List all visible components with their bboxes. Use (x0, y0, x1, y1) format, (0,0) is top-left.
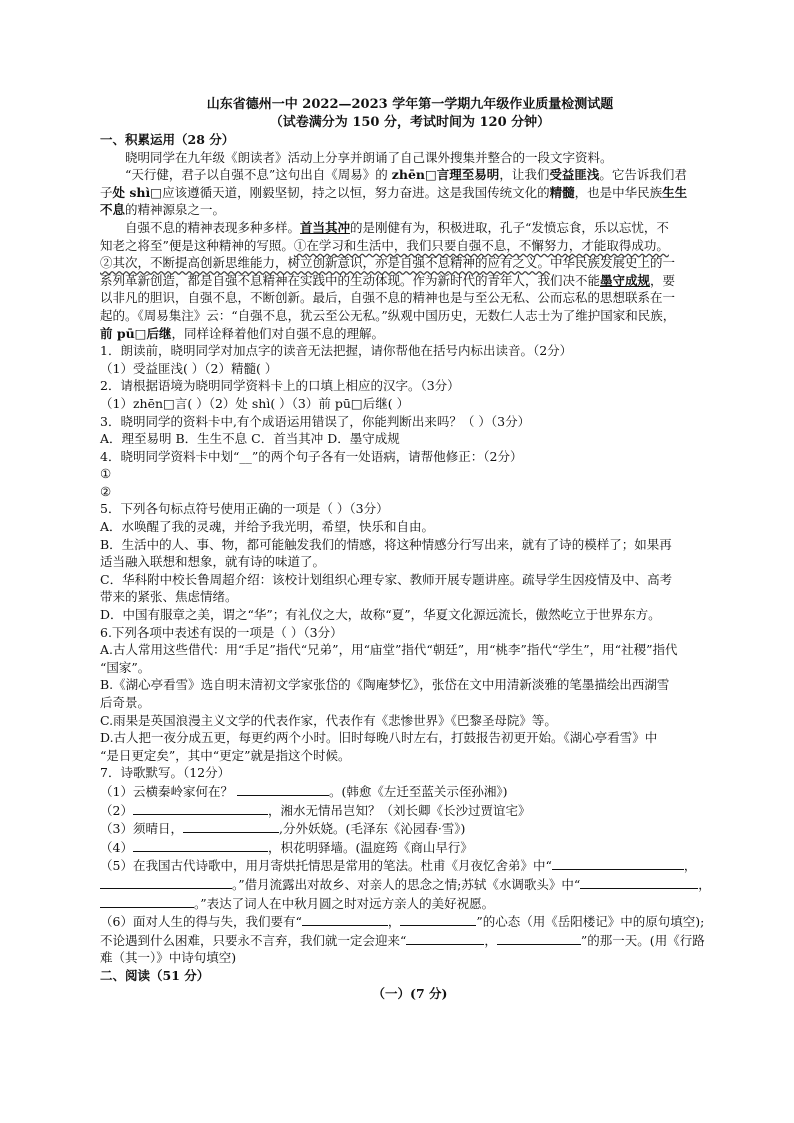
poem-item-1 (100, 782, 720, 801)
option-b[interactable]: B．生活中的人、事、物，都可能触发我们的情感，将这种情感分行写出来，就有了诗的模样了；如果再 (100, 536, 672, 552)
option-b[interactable]: B.《湖心亭看雪》选自明末清初文学家张岱的《陶庵梦忆》，张岱在文中用清新淡雅的笔墨描绘出西湖雪 (100, 677, 670, 693)
text: 前 pū□后继 (100, 325, 172, 341)
poem-item-3 (100, 819, 720, 838)
sentence-2: ②其次，不断提高创新思维能力，树立创新意识，亦是自强不息精神的应有之义。 (100, 255, 551, 271)
passage-line (100, 325, 720, 343)
fill-blank[interactable] (302, 912, 388, 926)
option-c[interactable]: C．华科附中校长鲁周超介绍：该校计划组织心理专家、教师开展专题讲座。疏导学生因疫情及中、高考 (100, 571, 673, 587)
poem-item-5-cont (100, 894, 720, 913)
passage-line (100, 254, 720, 272)
text: ，让我们 (499, 167, 550, 183)
text: 墨守成规 (600, 272, 651, 288)
question-2-options[interactable]: （1）zhēn□言( ）（2）处 shì( ）（3）前 pū□后继( ） (100, 395, 410, 411)
text: （5）在我国古代诗歌中，用月寄烘托情思是常用的笔法。杜甫《月夜忆舍弟》中“ (100, 858, 552, 874)
question-2: 2．请根据语境为晓明同学资料卡上的口填上相应的汉字。（3分） (100, 378, 460, 394)
text: 的是刚健有为，积极进取，孔子“发愤忘食，乐以忘忧，不 (350, 219, 669, 235)
text: ”的那一天。(用《行路 (580, 932, 705, 948)
text: 。(韩愈《左迁至蓝关示侄孙湘》) (328, 783, 508, 799)
poem-item-5 (100, 856, 720, 875)
text: 生生 (662, 184, 688, 200)
text: “天行健，君子以自强不息”这句出自《周易》的 (125, 167, 392, 183)
option-a[interactable]: A.古人常用这些借代：用“手足”指代“兄弟”，用“庙堂”指代“朝廷”，用“桃李”指代“学生”，用“社稷”指代 (100, 642, 678, 658)
fill-blank[interactable] (100, 875, 232, 889)
answer-line-2[interactable]: ② (100, 483, 112, 499)
exam-page (100, 96, 720, 1002)
option-d[interactable]: D．中国有服章之美，谓之“华”；有礼仪之大，故称“夏”，华夏文化源远流长，傲然屹立于世界东方。 (100, 607, 661, 623)
section-heading-2: 二、阅读（51 分） (100, 967, 210, 983)
text: （3）须晴日， (100, 821, 183, 837)
text: 精髓 (549, 184, 575, 200)
option-a-cont: “国家”。 (100, 659, 151, 675)
poem-item-4 (100, 838, 720, 857)
text: ，同样诠释着他们对自强不息的理解。 (171, 325, 385, 341)
question-4: 4．晓明同学资料卡中划“__”的两个句子各有一处语病，请帮他修正：（2分） (100, 448, 523, 464)
option-d-cont: “是日更定矣”，其中“更定”就是指这个时候。 (100, 747, 351, 763)
fill-blank[interactable] (100, 894, 194, 908)
sentence-1: ①在学习和生活中，我们只要自强不息，不懈努力，才能取得成功。 (293, 237, 669, 253)
text: ， (484, 932, 497, 948)
poem-item-5-cont (100, 875, 720, 894)
option-c[interactable]: C.雨果是英国浪漫主义文学的代表作家，代表作有《悲惨世界》《巴黎圣母院》等。 (100, 712, 557, 728)
text: 子 (100, 184, 113, 200)
question-3: 3．晓明同学的资料卡中,有个成语运用错误了，你能判断出来吗？（ ）（3分） (100, 413, 531, 429)
passage-line: 起的。《周易集注》云：“自强不息，犹云至公无私。”纵观中国历史，无数仁人志士为了维护国家和民族， (100, 307, 676, 323)
text: 。”借月流露出对故乡、对亲人的思念之情;苏轼《水调歌头》中“ (232, 876, 581, 892)
passage-line (100, 184, 720, 202)
fill-blank[interactable] (183, 819, 279, 833)
section-heading-1: 一、积累运用（28 分） (100, 132, 235, 147)
poem-item-6-cont (100, 931, 720, 950)
passage-line (100, 272, 720, 290)
text: zhēn□言理至易明 (391, 167, 500, 183)
text: 应该遵循天道，刚毅坚韧，持之以恒，努力奋进。这是我国传统文化的 (162, 184, 550, 200)
passage-line (100, 237, 720, 255)
passage-line: 以非凡的胆识，自强不息，不断创新。最后，自强不息的精神也是与至公无私、公而忘私的思想联系在一 (100, 290, 676, 306)
text: ，枳花明驿墙。(温庭筠《商山早行》 (267, 839, 473, 855)
question-3-options[interactable]: A．理至易明 B．生生不息 C．首当其冲 D．墨守成规 (100, 431, 400, 447)
poem-item-6 (100, 912, 720, 931)
passage-paragraph (100, 166, 720, 184)
text: 受益匪浅 (549, 167, 600, 183)
exam-title: 山东省德州一中 2022—2023 学年第一学期九年级作业质量检测试题 (206, 97, 614, 112)
fill-blank[interactable] (400, 912, 476, 926)
text: 自强不息的精神表现多种多样。 (125, 219, 301, 235)
option-a[interactable]: A．水唤醒了我的灵魂，并给予我光明，希望，快乐和自由。 (100, 519, 435, 535)
text: （6）面对人生的得与失，我们要有“ (100, 914, 302, 930)
text: 处 shì□ (112, 184, 163, 200)
passage-line (100, 201, 720, 219)
fill-blank[interactable] (497, 931, 581, 945)
text: 不论遇到什么困难，只要永不言弃，我们就一定会迎来“ (100, 932, 407, 948)
text: （2） (100, 802, 133, 818)
question-5: 5．下列各句标点符号使用正确的一项是（ ）（3分） (100, 501, 389, 517)
fill-blank[interactable] (580, 875, 698, 889)
text: ,分外妖娆。(毛泽东《沁园春·雪》) (278, 821, 466, 837)
text: 的精神源泉之一。 (125, 202, 226, 218)
question-7: 7．诗歌默写。（12分） (100, 765, 231, 781)
passage-paragraph: 晓明同学在九年级《朗读者》活动上分享并朗诵了自己课外搜集并整合的一段文字资料。 (125, 149, 613, 165)
subsection-heading: （一）(7 分) (372, 985, 448, 1001)
fill-blank[interactable] (133, 801, 268, 815)
option-d[interactable]: D.古人把一夜分成五更，每更约两个小时。旧时每晚八时左右，打鼓报告初更开始。《湖心亭看雪》中 (100, 730, 658, 746)
option-c-cont: 带来的紧张、焦虑情绪。 (100, 589, 238, 605)
exam-subtitle: （试卷满分为 150 分，考试时间为 120 分钟） (269, 114, 551, 130)
passage-paragraph (100, 219, 720, 237)
text: 。它告诉我们君 (599, 167, 687, 183)
text: ， (683, 858, 697, 874)
text: ，要 (650, 272, 676, 288)
answer-line-1[interactable]: ① (100, 466, 112, 482)
question-6: 6.下列各项中表述有误的一项是（ ）（3分） (100, 624, 343, 640)
text: （4） (100, 839, 133, 855)
fill-blank[interactable] (133, 838, 268, 852)
text: 中华民族发展史上的一 (550, 255, 676, 271)
text: ，也是中华民族 (574, 184, 663, 200)
poem-item-6-cont: 难（其一）》中诗句填空) (100, 950, 237, 966)
poem-item-2 (100, 801, 720, 820)
question-1: 1．朗读前，晓明同学对加点字的读音无法把握，请你帮他在括号内标出读音。（2分） (100, 343, 573, 359)
fill-blank[interactable] (406, 931, 484, 945)
text: 知老之将至”便是这种精神的写照。 (100, 237, 294, 253)
text: ， (387, 914, 401, 930)
text: 首当其冲 (300, 219, 351, 235)
fill-blank[interactable] (552, 856, 684, 870)
text: （1）云横秦岭家何在？ (100, 783, 233, 799)
text: 不息 (100, 202, 126, 218)
text: ，湘水无情吊岂知？（刘长卿《长沙过贾谊宅》 (267, 802, 531, 818)
fill-blank[interactable] (237, 782, 329, 796)
text: 系列革新创造，都是自强不息精神在实践中的生动体现。作为新时代的青年人，我们决不能 (100, 272, 601, 288)
text: ”的心态（用《岳阳楼记》中的原句填空); (476, 914, 705, 930)
option-b-cont: 后奇景。 (100, 695, 151, 710)
text: 。”表达了词人在中秋月圆之时对远方亲人的美好祝愿。 (194, 895, 495, 911)
text: ， (698, 876, 711, 892)
option-b-cont: 适当融入联想和想象，就有诗的味道了。 (100, 554, 326, 570)
question-1-options[interactable]: （1）受益匪浅( ）（2）精髓( ） (100, 360, 278, 376)
